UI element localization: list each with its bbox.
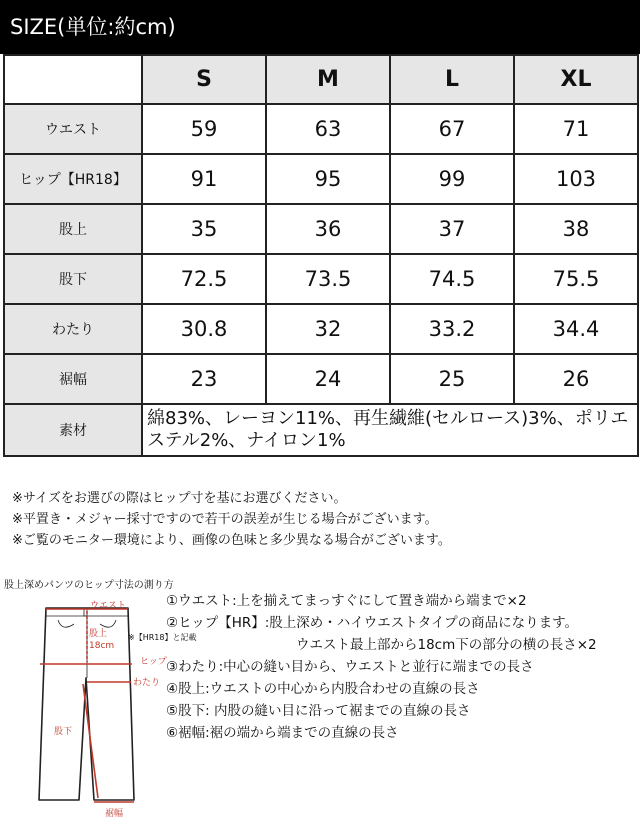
header-bar [0,0,640,54]
table-cell: 103 [514,154,638,204]
table-cell: 91 [142,154,266,204]
size-header-l: L [390,55,514,104]
label-hr18: ※【HR18】と記載 [128,633,197,642]
table-cell: 59 [142,104,266,154]
label-thigh: わたり [133,678,161,688]
table-header-row [4,55,638,104]
table-cell: 63 [266,104,390,154]
size-table [3,54,639,457]
step-line: ①ウエスト:上を揃えてまっすぐにして置き端から端まで×2 [166,593,527,609]
row-label-thigh: わたり [4,304,142,354]
label-rise-value: 18cm [89,641,115,651]
table-cell: 36 [266,204,390,254]
table-cell: 33.2 [390,304,514,354]
size-header-s: S [142,55,266,104]
table-cell: 71 [514,104,638,154]
row-label-waist: ウエスト [4,104,142,154]
table-cell: 74.5 [390,254,514,304]
table-cell: 24 [266,354,390,404]
step-line: ⑤股下: 内股の縫い目に沿って裾までの直線の長さ [166,703,471,719]
table-cell: 72.5 [142,254,266,304]
table-cell: 37 [390,204,514,254]
table-row [4,104,638,154]
notes [12,488,451,551]
table-cell: 23 [142,354,266,404]
step-line: ウエスト最上部から18cm下の部分の横の長さ×2 [296,637,597,653]
table-row [4,254,638,304]
size-header-xl: XL [514,55,638,104]
measurement-steps [166,590,597,744]
size-header-m: M [266,55,390,104]
table-corner-cell [4,55,142,104]
note-line: ※平置き・メジャー採寸ですので若干の誤差が生じる場合がございます。 [12,512,438,527]
measure-lines [40,609,134,802]
row-label-hip: ヒップ【HR18】 [4,154,142,204]
table-row [4,154,638,204]
note-line: ※ご覧のモニター環境により、画像の色味と多少異なる場合がございます。 [12,533,451,548]
step-line: ⑥裾幅:裾の端から端までの直線の長さ [166,725,399,741]
step-line: ②ヒップ【HR】:股上深め・ハイウエストタイプの商品になります。 [166,615,579,631]
label-rise: 股上 [89,629,108,639]
table-cell: 75.5 [514,254,638,304]
table-row-material [4,404,638,456]
table-cell: 73.5 [266,254,390,304]
label-hem: 裾幅 [104,809,124,819]
label-waist: ウエスト [89,601,126,611]
row-label-material: 素材 [4,404,142,456]
material-value: 綿83%、レーヨン11%、再生繊維(セルロース)3%、ポリエステル2%、ナイロン1% [142,404,638,456]
table-cell: 30.8 [142,304,266,354]
label-inseam: 股下 [54,727,73,737]
table-cell: 38 [514,204,638,254]
table-cell: 32 [266,304,390,354]
table-cell: 26 [514,354,638,404]
label-hip: ヒップ [140,657,167,667]
row-label-hem: 裾幅 [4,354,142,404]
table-row [4,304,638,354]
diagram-title: 股上深めパンツのヒップ寸法の測り方 [4,580,174,591]
table-cell: 67 [390,104,514,154]
table-row [4,204,638,254]
pants-diagram [0,588,197,828]
table-cell: 35 [142,204,266,254]
row-label-rise: 股上 [4,204,142,254]
table-cell: 25 [390,354,514,404]
table-cell: 34.4 [514,304,638,354]
step-line: ③わたり:中心の縫い目から、ウエストと並行に端までの長さ [166,659,534,675]
table-cell: 99 [390,154,514,204]
note-line: ※サイズをお選びの際はヒップ寸を基にお選びください。 [12,491,347,506]
table-row [4,354,638,404]
row-label-inseam: 股下 [4,254,142,304]
step-line: ④股上:ウエストの中心から内股合わせの直線の長さ [166,681,480,697]
page-title: SIZE(単位:約cm) [10,15,176,39]
table-cell: 95 [266,154,390,204]
